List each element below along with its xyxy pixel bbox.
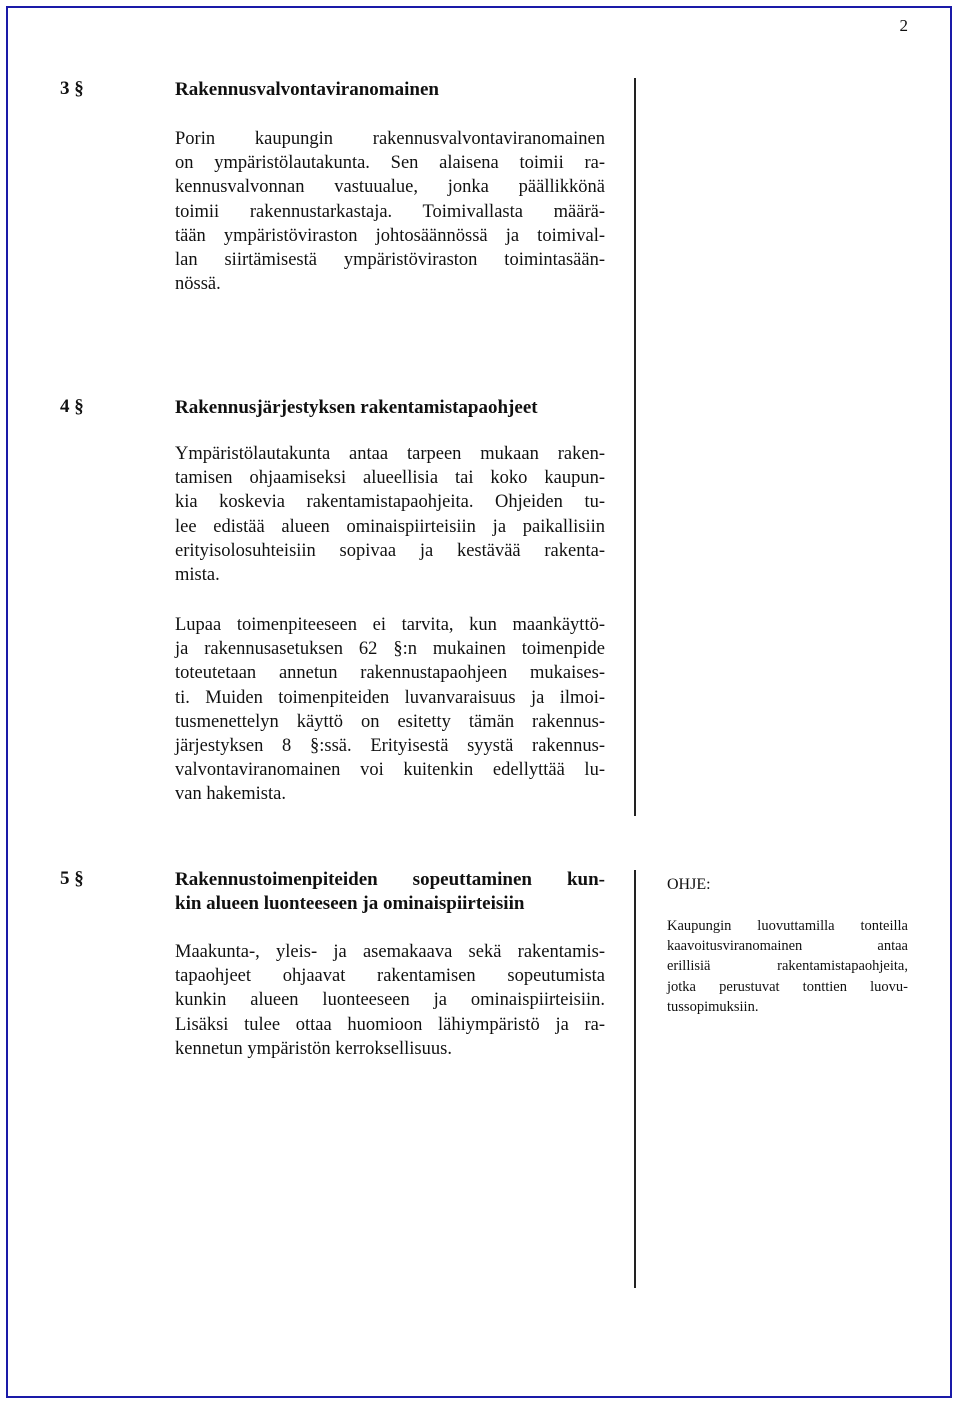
text-line: Maakunta-, yleis- ja asemakaava sekä rakentamis- (175, 942, 605, 962)
text-line: tään ympäristöviraston johtosäännössä ja toimival- (175, 225, 605, 246)
text-line: Porin kaupungin rakennusvalvontaviranomainen (175, 129, 605, 149)
text-line: kunkin alueen luonteeseen ja ominaispiirteisiin. (175, 990, 605, 1011)
text-line: Lisäksi tulee ottaa huomioon lähiympäristö ja ra- (175, 1014, 605, 1035)
text-line: Lupaa toimenpiteeseen ei tarvita, kun maankäyttö- (175, 615, 605, 635)
heading-line: Rakennusjärjestyksen rakentamistapaohjeet (175, 397, 538, 418)
section-number: 4 § (60, 396, 84, 417)
section-paragraph (175, 442, 605, 587)
text-line: lan siirtämisestä ympäristöviraston toimintasään- (175, 250, 605, 271)
text-line: valvontaviranomainen voi kuitenkin edellyttää lu- (175, 760, 605, 781)
text-line: nössä. (175, 274, 221, 295)
section-number: 3 § (60, 78, 84, 99)
section-heading (175, 396, 605, 420)
section-number: 5 § (60, 868, 84, 889)
text-line: tusmenettelyn käyttö on esitetty tämän rakennus- (175, 711, 605, 732)
heading-line: kin alueen luonteeseen ja ominaispiirteisiin (175, 893, 525, 914)
text-line: ti. Muiden toimenpiteiden luvanvaraisuus ja ilmoi- (175, 687, 605, 708)
page-number: 2 (899, 16, 908, 35)
section-heading (175, 78, 605, 102)
text-line: kennetun ympäristön kerroksellisuus. (175, 1038, 452, 1059)
column-divider (634, 78, 636, 816)
section-heading (175, 868, 605, 916)
text-line: kennusvalvonnan vastuualue, jonka päällikkönä (175, 177, 605, 198)
heading-line: Rakennusvalvontaviranomainen (175, 79, 439, 100)
text-line: ja rakennusasetuksen 62 §:n mukainen toimenpide (175, 639, 605, 660)
text-line: kia koskevia rakentamistapaohjeita. Ohjeiden tu- (175, 492, 605, 513)
note-line: kaavoitusviranomainen antaa (667, 938, 908, 955)
heading-line: Rakennustoimenpiteiden sopeuttaminen kun- (175, 869, 605, 890)
note-line: tussopimuksiin. (667, 998, 759, 1015)
section-paragraph (175, 940, 605, 1061)
note-line: erillisiä rakentamistapaohjeita, (667, 958, 908, 975)
text-line: toimii rakennustarkastaja. Toimivallasta määrä- (175, 201, 605, 222)
text-line: järjestyksen 8 §:ssä. Erityisestä syystä rakennus- (175, 736, 605, 757)
section-paragraph (175, 127, 605, 296)
text-line: tamisen ohjaamiseksi alueellisia tai koko kaupun- (175, 468, 605, 489)
text-line: on ympäristölautakunta. Sen alaisena toimii ra- (175, 153, 605, 174)
text-line: lee edistää alueen ominaispiirteisiin ja paikallisiin (175, 516, 605, 537)
text-line: toteutetaan annetun rakennustapaohjeen mukaises- (175, 663, 605, 684)
note-title: OHJE: (667, 876, 711, 893)
text-line: erityisolosuhteisiin sopivaa ja kestävää rakenta- (175, 540, 605, 561)
text-line: mista. (175, 565, 220, 586)
text-line: van hakemista. (175, 784, 286, 805)
text-line: Ympäristölautakunta antaa tarpeen mukaan raken- (175, 444, 605, 464)
note-line: jotka perustuvat tonttien luovu- (667, 978, 908, 995)
column-divider (634, 870, 636, 1288)
section-paragraph (175, 613, 605, 807)
note-body (667, 916, 908, 1017)
note-line: Kaupungin luovuttamilla tonteilla (667, 918, 908, 934)
text-line: tapaohjeet ohjaavat rakentamisen sopeutumista (175, 966, 605, 987)
